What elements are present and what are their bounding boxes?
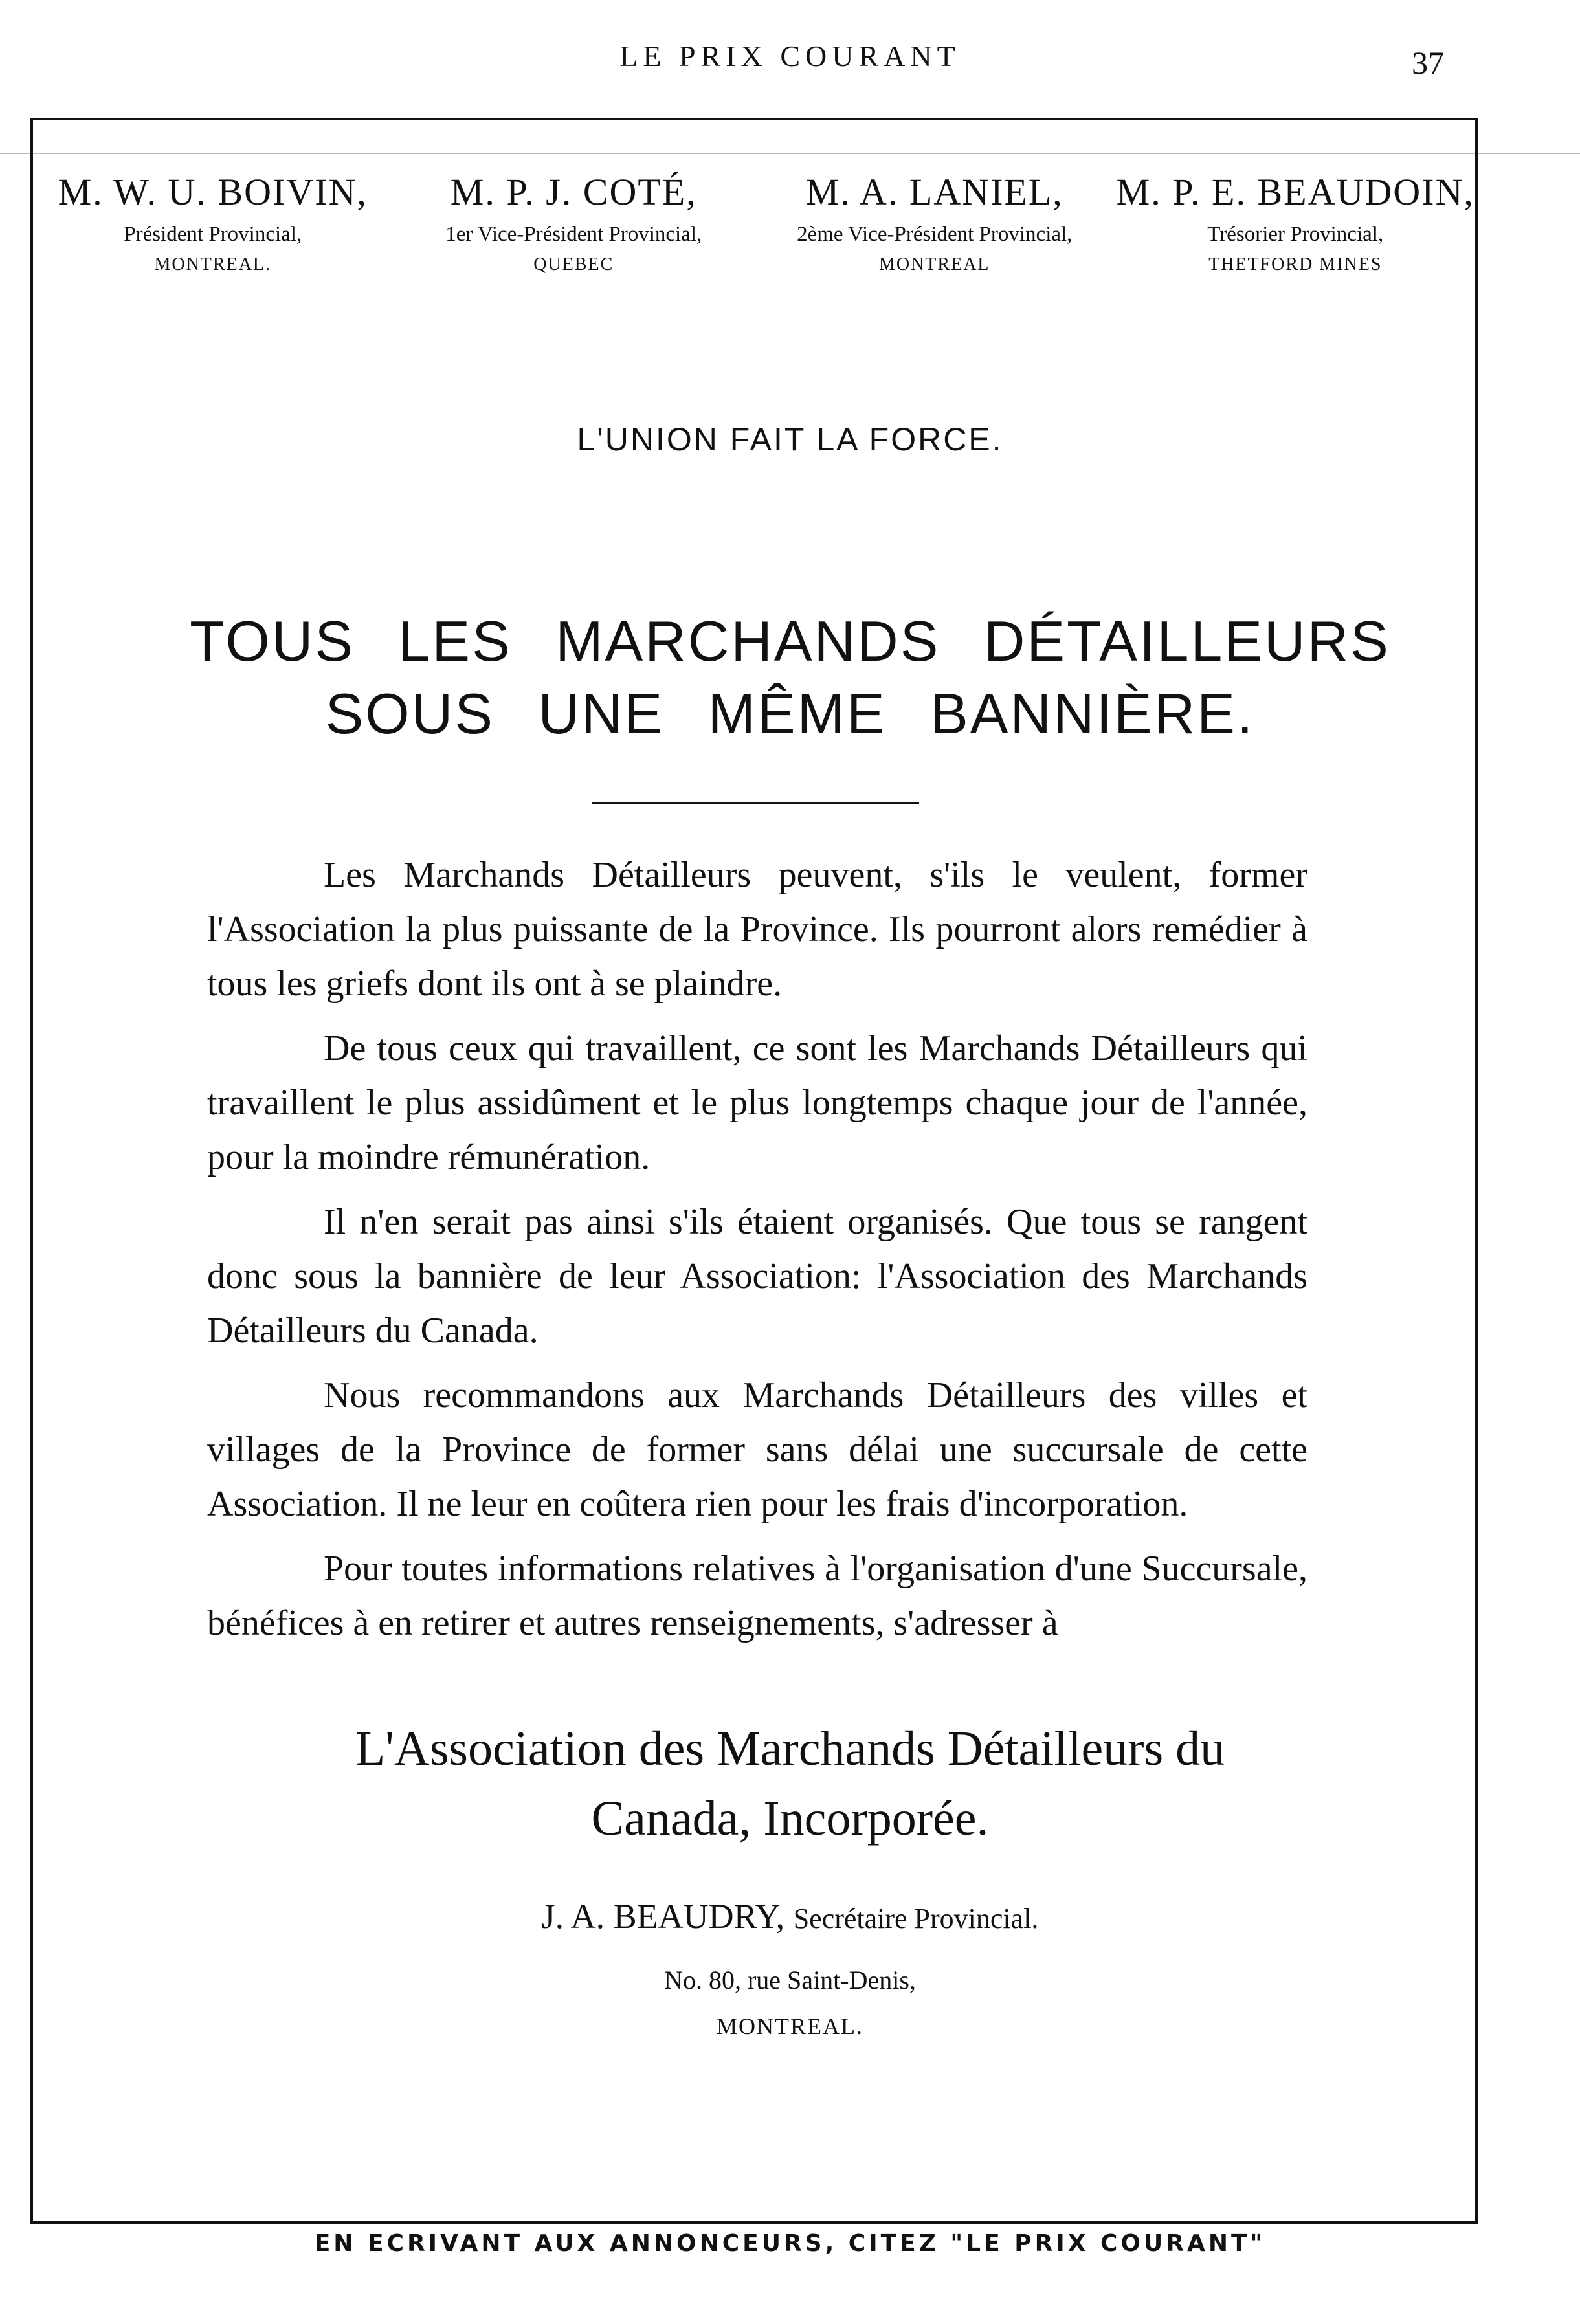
page-number: 37 xyxy=(1412,45,1444,81)
officer-president xyxy=(32,170,394,280)
officer-city: MONTREAL. xyxy=(154,254,272,274)
officer-title: Trésorier Provincial, xyxy=(1207,223,1384,246)
officer-treasurer xyxy=(1115,170,1476,280)
secretary-name: J. A. BEAUDRY, xyxy=(541,1897,785,1936)
secretary-title: Secrétaire Provincial. xyxy=(793,1903,1039,1934)
officer-name: M. P. E. BEAUDOIN, xyxy=(1116,171,1474,213)
city: MONTREAL. xyxy=(717,2013,863,2039)
address: No. 80, rue Saint-Denis, xyxy=(664,1965,916,1995)
officer-title: Président Provincial, xyxy=(124,223,302,246)
divider-rule xyxy=(592,802,919,804)
officer-name: M. A. LANIEL, xyxy=(805,171,1063,213)
association-line-1: L'Association des Marchands Détailleurs du xyxy=(355,1721,1225,1776)
footer-notice: EN ECRIVANT AUX ANNONCEURS, CITEZ "LE PRIX COURANT" xyxy=(314,2230,1266,2257)
officer-city: QUEBEC xyxy=(533,254,614,274)
association-name xyxy=(0,1714,1580,1854)
body-paragraph: Pour toutes informations relatives à l'organisation d'une Succursale, bénéfices à en retirer et autres renseignements, s'adresser à xyxy=(207,1549,1307,1643)
officer-second-vice-president xyxy=(754,170,1115,280)
headline-line-2: SOUS UNE MÊME BANNIÈRE. xyxy=(325,681,1255,746)
body-text xyxy=(207,848,1307,1661)
officer-name: M. W. U. BOIVIN, xyxy=(58,171,368,213)
officer-name: M. P. J. COTÉ, xyxy=(450,171,697,213)
body-paragraph: Les Marchands Détailleurs peuvent, s'ils le veulent, former l'Association la plus puissante de la Province. Ils pourront alors remédier à tous les griefs dont ils ont à se plaindre. xyxy=(207,855,1307,1004)
officers-row xyxy=(32,170,1476,280)
body-paragraph: De tous ceux qui travaillent, ce sont les Marchands Détailleurs qui travaillent le plus assidûment et le plus longtemps chaque jour de l'année, pour la moindre rémunération. xyxy=(207,1028,1307,1177)
body-paragraph: Il n'en serait pas ainsi s'ils étaient organisés. Que tous se rangent donc sous la bannière de leur Association: l'Association des Marchands Détailleurs du Canada. xyxy=(207,1202,1307,1351)
officer-title: 2ème Vice-Président Provincial, xyxy=(797,223,1073,246)
secretary xyxy=(0,1896,1580,1936)
headline xyxy=(0,605,1580,750)
motto: L'UNION FAIT LA FORCE. xyxy=(577,421,1003,458)
association-line-2: Canada, Incorporée. xyxy=(591,1791,989,1846)
officer-first-vice-president xyxy=(394,170,755,280)
running-title: LE PRIX COURANT xyxy=(619,39,961,72)
officer-city: THETFORD MINES xyxy=(1208,254,1383,274)
body-paragraph: Nous recommandons aux Marchands Détailleurs des villes et villages de la Province de former sans délai une succursale de cette Association. Il ne leur en coûtera rien pour les frais d'incorporation. xyxy=(207,1375,1307,1524)
headline-line-1: TOUS LES MARCHANDS DÉTAILLEURS xyxy=(190,609,1390,673)
officer-title: 1er Vice-Président Provincial, xyxy=(445,223,702,246)
page-header xyxy=(0,39,1580,91)
officer-city: MONTREAL xyxy=(878,254,990,274)
